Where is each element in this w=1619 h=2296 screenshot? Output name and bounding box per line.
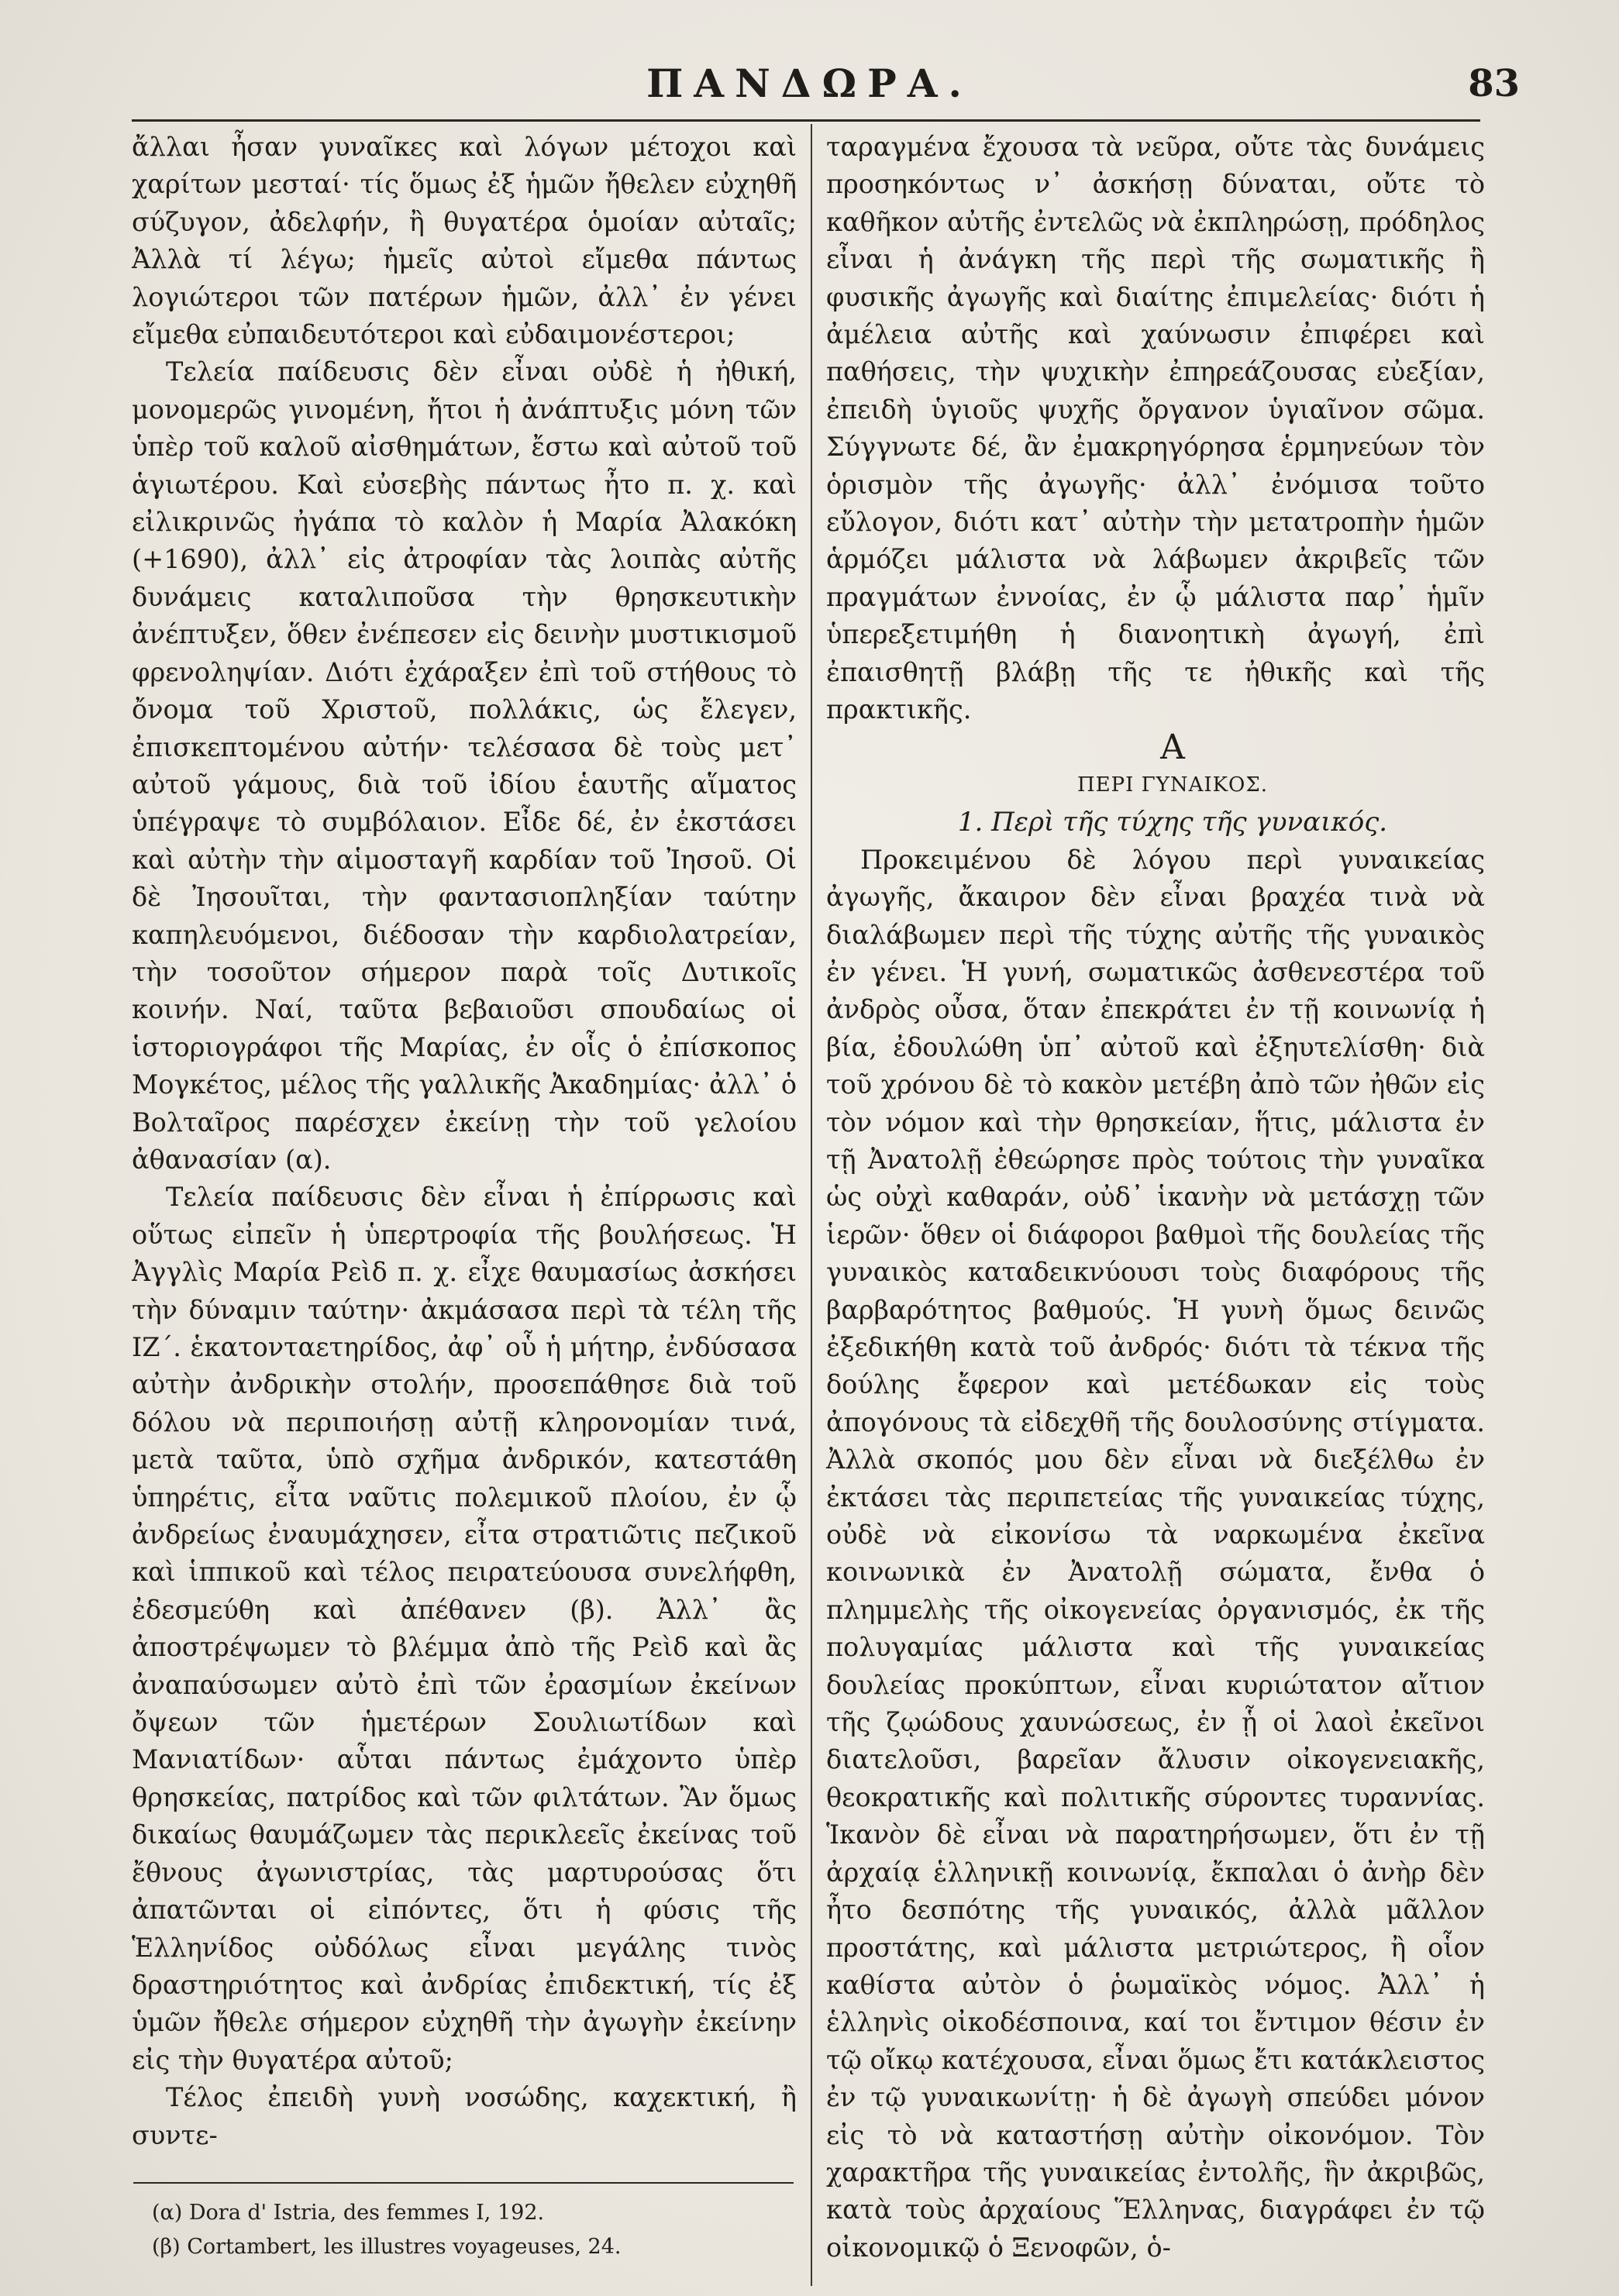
footnote: (α) Dora d' Istria, des femmes I, 192.: [152, 2201, 545, 2225]
footnote-rule: [133, 2182, 794, 2184]
paragraph: Τέλος ἐπειδὴ γυνὴ νοσώδης, καχεκτική, ἢ συντε-: [132, 2082, 797, 2150]
column-divider: [811, 124, 812, 2286]
running-title: ΠΑΝΔΩΡΑ.: [646, 60, 973, 106]
footnote: (β) Cortambert, les illustres voyageuses, 24.: [152, 2235, 622, 2259]
paragraph: ταραγμένα ἔχουσα τὰ νεῦρα, οὔτε τὰς δυνάμεις προσηκόντως ν᾽ ἀσκήσῃ δύναται, οὔτε τὸ καθῆκον αὐτῆς ἐντελῶς νὰ ἐκπληρώσῃ, πρόδηλος εἶναι ἡ ἀνάγκη τῆς περὶ τῆς σωματικῆς ἢ φυσικῆς ἀγωγῆς καὶ διαίτης ἐπιμελείας· διότι ἡ ἀμέλεια αὐτῆς καὶ χαύνωσιν ἐπιφέρει καὶ παθήσεις, τὴν ψυχικὴν ἐπηρεάζουσας εὐεξίαν, ἐπειδὴ ὑγιοῦς ψυχῆς ὄργανον ὑγιαῖνον σῶμα. Σύγγνωτε δέ, ἂν ἐμακρηγόρησα ἑρμηνεύων τὸν ὁρισμὸν τῆς ἀγωγῆς· ἀλλ᾽ ἐνόμισα τοῦτο εὔλογον, διότι κατ᾽ αὐτὴν τὴν μετατροπὴν ἡμῶν ἁρμόζει μάλιστα νὰ λάβωμεν ἀκριβεῖς τῶν πραγμάτων ἐννοίας, ἐν ᾧ μάλιστα παρ᾽ ἡμῖν ὑπερεξετιμήθη ἡ διανοητικὴ ἀγωγή, ἐπὶ ἐπαισθητῇ βλάβῃ τῆς τε ἠθικῆς καὶ τῆς πρακτικῆς.: [826, 132, 1485, 725]
paragraph: Τελεία παίδευσις δὲν εἶναι οὐδὲ ἡ ἠθική, μονομερῶς γινομένη, ἤτοι ἡ ἀνάπτυξις μόνη τῶν ὑπὲρ τοῦ καλοῦ αἰσθημάτων, ἔστω καὶ αὐτοῦ τοῦ ἁγιωτέρου. Καὶ εὐσεβὴς πάντως ἦτο π. χ. καὶ εἰλικρινῶς ἠγάπα τὸ καλὸν ἡ Μαρία Ἀλακόκη (+1690), ἀλλ᾽ εἰς ἀτροφίαν τὰς λοιπὰς αὐτῆς δυνάμεις καταλιποῦσα τὴν θρησκευτικὴν ἀνέπτυξεν, ὅθεν ἐνέπεσεν εἰς δεινὴν μυστικισμοῦ φρενοληψίαν. Διότι ἐχάραξεν ἐπὶ τοῦ στήθους τὸ ὄνομα τοῦ Χριστοῦ, πολλάκις, ὡς ἔλεγεν, ἐπισκεπτομένου αὐτήν· τελέσασα δὲ τοὺς μετ᾽ αὐτοῦ γάμους, διὰ τοῦ ἰδίου ἑαυτῆς αἵματος ὑπέγραψε τὸ συμβόλαιον. Εἶδε δέ, ἐν ἐκστάσει καὶ αὐτὴν τὴν αἱμοσταγῆ καρδίαν τοῦ Ἰησοῦ. Οἱ δὲ Ἰησουῖται, τὴν φαντασιοπληξίαν ταύτην καπηλευόμενοι, διέδοσαν τὴν καρδιολατρείαν, τὴν τοσοῦτον σήμερον παρὰ τοῖς Δυτικοῖς κοινήν. Ναί, ταῦτα βεβαιοῦσι σπουδαίως οἱ ἱστοριογράφοι τῆς Μαρίας, ἐν οἷς ὁ ἐπίσκοπος Μογκέτος, μέλος τῆς γαλλικῆς Ἀκαδημίας· ἀλλ᾽ ὁ Βολταῖρος παρέσχεν ἐκείνῃ τὴν τοῦ γελοίου ἀθανασίαν (α).: [132, 356, 797, 1175]
section-title: ΠΕΡΙ ΓΥΝΑΙΚΟΣ.: [1076, 773, 1269, 797]
section-letter: Α: [1160, 727, 1185, 767]
page-number: 83: [1468, 62, 1520, 105]
header-rule: [132, 119, 1480, 122]
footnotes: [152, 2196, 787, 2264]
left-column: [132, 129, 797, 2154]
right-column: [826, 129, 1485, 2267]
paragraph: ἄλλαι ἦσαν γυναῖκες καὶ λόγων μέτοχοι καὶ χαρίτων μεσταί· τίς ὅμως ἐξ ἡμῶν ἤθελεν εὐχηθῆ σύζυγον, ἀδελφήν, ἢ θυγατέρα ὁμοίαν αὐταῖς; Ἀλλὰ τί λέγω; ἡμεῖς αὐτοὶ εἴμεθα πάντως λογιώτεροι τῶν πατέρων ἡμῶν, ἀλλ᾽ ἐν γένει εἴμεθα εὐπαιδευτότεροι καὶ εὐδαιμονέστεροι;: [132, 132, 797, 350]
section-subtitle: 1. Περὶ τῆς τύχης τῆς γυναικός.: [957, 807, 1388, 838]
paragraph: Προκειμένου δὲ λόγου περὶ γυναικείας ἀγωγῆς, ἄκαιρον δὲν εἶναι βραχέα τινὰ νὰ διαλάβωμεν περὶ τῆς τύχης αὐτῆς τῆς γυναικὸς ἐν γένει. Ἡ γυνή, σωματικῶς ἀσθενεστέρα τοῦ ἀνδρὸς οὖσα, ὅταν ἐπεκράτει ἐν τῇ κοινωνίᾳ ἡ βία, ἐδουλώθη ὑπ᾽ αὐτοῦ καὶ ἐξηυτελίσθη· διὰ τοῦ χρόνου δὲ τὸ κακὸν μετέβη ἀπὸ τῶν ἠθῶν εἰς τὸν νόμον καὶ τὴν θρησκείαν, ἥτις, μάλιστα ἐν τῇ Ἀνατολῇ ἐθεώρησε πρὸς τούτοις τὴν γυναῖκα ὡς οὐχὶ καθαράν, οὐδ᾽ ἱκανὴν νὰ μετάσχῃ τῶν ἱερῶν· ὅθεν οἱ διάφοροι βαθμοὶ τῆς δουλείας τῆς γυναικὸς καταδεικνύουσι τοὺς διαφόρους τῆς βαρβαρότητος βαθμούς. Ἡ γυνὴ ὅμως δεινῶς ἐξεδικήθη κατὰ τοῦ ἀνδρός· διότι τὰ τέκνα τῆς δούλης ἔφερον καὶ μετέδωκαν εἰς τοὺς ἀπογόνους τὰ εἰδεχθῆ τῆς δουλοσύνης στίγματα. Ἀλλὰ σκοπός μου δὲν εἶναι νὰ διεξέλθω ἐν ἐκτάσει τὰς περιπετείας τῆς γυναικείας τύχης, οὐδὲ νὰ εἰκονίσω τὰ ναρκωμένα ἐκεῖνα κοινωνικὰ ἐν Ἀνατολῇ σώματα, ἔνθα ὁ πλημμελὴς τῆς οἰκογενείας ὀργανισμός, ἐκ τῆς πολυγαμίας μάλιστα καὶ τῆς γυναικείας δουλείας προκύπτων, εἶναι κυριώτατον αἴτιον τῆς ζῳώδους χαυνώσεως, ἐν ᾗ οἱ λαοὶ ἐκεῖνοι διατελοῦσι, βαρεῖαν ἄλυσιν οἰκογενειακῆς, θεοκρατικῆς καὶ πολιτικῆς σύροντες τυραννίας. Ἱκανὸν δὲ εἶναι νὰ παρατηρήσωμεν, ὅτι ἐν τῇ ἀρχαίᾳ ἑλληνικῇ κοινωνίᾳ, ἔκπαλαι ὁ ἀνὴρ δὲν ἦτο δεσπότης τῆς γυναικός, ἀλλὰ μᾶλλον προστάτης, καὶ μάλιστα μετριώτερος, ἢ οἷον καθίστα αὐτὸν ὁ ῥωμαϊκὸς νόμος. Ἀλλ᾽ ἡ ἑλληνὶς οἰκοδέσποινα, καί τοι ἔντιμον θέσιν ἐν τῷ οἴκῳ κατέχουσα, εἶναι ὅμως ἔτι κατάκλειστος ἐν τῷ γυναικωνίτῃ· ἡ δὲ ἀγωγὴ σπεύδει μόνον εἰς τὸ νὰ καταστήσῃ αὐτὴν οἰκονόμον. Τὸν χαρακτῆρα τῆς γυναικείας ἐντολῆς, ἣν ἀκριβῶς, κατὰ τοὺς ἀρχαίους Ἕλληνας, διαγράφει ἐν τῷ οἰκονομικῷ ὁ Ξενοφῶν, ὁ-: [826, 844, 1485, 2263]
paragraph: Τελεία παίδευσις δὲν εἶναι ἡ ἐπίρρωσις καὶ οὕτως εἰπεῖν ἡ ὑπερτροφία τῆς βουλήσεως. Ἡ Ἀγγλὶς Μαρία Ρεὶδ π. χ. εἶχε θαυμασίως ἀσκήσει τὴν δύναμιν ταύτην· ἀκμάσασα περὶ τὰ τέλη τῆς ΙΖ΄. ἑκατονταετηρίδος, ἀφ᾽ οὗ ἡ μήτηρ, ἐνδύσασα αὐτὴν ἀνδρικὴν στολήν, προσεπάθησε διὰ τοῦ δόλου νὰ περιποιήσῃ αὐτῇ κληρονομίαν τινά, μετὰ ταῦτα, ὑπὸ σχῆμα ἀνδρικόν, κατεστάθη ὑπηρέτις, εἶτα ναῦτις πολεμικοῦ πλοίου, ἐν ᾧ ἀνδρείως ἐναυμάχησεν, εἶτα στρατιῶτις πεζικοῦ καὶ ἱππικοῦ καὶ τέλος πειρατεύουσα συνελήφθη, ἐδεσμεύθη καὶ ἀπέθανεν (β). Ἀλλ᾽ ἂς ἀποστρέψωμεν τὸ βλέμμα ἀπὸ τῆς Ρεὶδ καὶ ἂς ἀναπαύσωμεν αὐτὸ ἐπὶ τῶν ἐρασμίων ἐκείνων ὄψεων τῶν ἡμετέρων Σουλιωτίδων καὶ Μανιατίδων· αὗται πάντως ἐμάχοντο ὑπὲρ θρησκείας, πατρίδος καὶ τῶν φιλτάτων. Ἂν ὅμως δικαίως θαυμάζωμεν τὰς περικλεεῖς ἐκείνας τοῦ ἔθνους ἀγωνιστρίας, τὰς μαρτυρούσας ὅτι ἀπατῶνται οἱ εἰπόντες, ὅτι ἡ φύσις τῆς Ἑλληνίδος οὐδόλως εἶναι μεγάλης τινὸς δραστηριότητος καὶ ἀνδρίας ἐπιδεκτική, τίς ἐξ ὑμῶν ἤθελε σήμερον εὐχηθῆ τὴν ἀγωγὴν ἐκείνην εἰς τὴν θυγατέρα αὐτοῦ;: [132, 1182, 797, 2075]
